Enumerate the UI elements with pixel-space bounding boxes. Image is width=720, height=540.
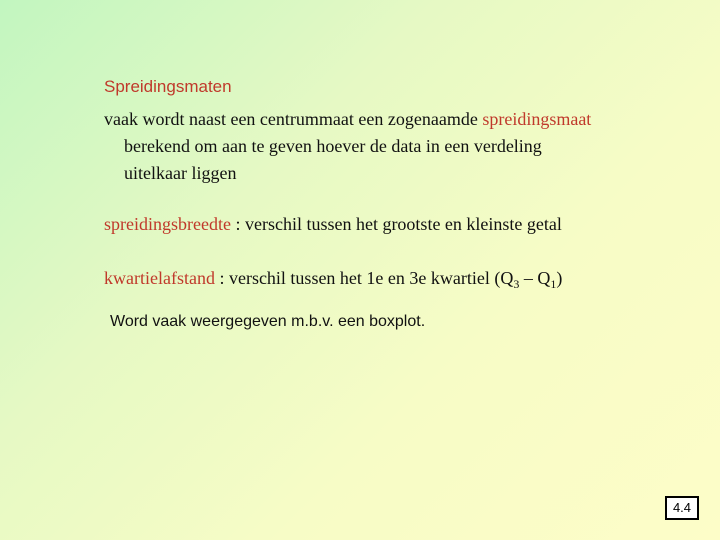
para1-line3-text: uitelkaar liggen: [124, 163, 237, 183]
para3-definition: : verschil tussen het 1e en 3e kwartiel (Q: [214, 268, 514, 288]
para2-definition: : verschil tussen het grootste en kleinste getal: [230, 214, 562, 234]
para3-minus: – Q: [519, 268, 551, 288]
slide-number-badge: 4.4: [665, 496, 699, 520]
subscript-3: 3: [513, 277, 520, 291]
term-spreidingsbreedte: spreidingsbreedte: [104, 214, 231, 234]
para3-close: ): [556, 268, 563, 288]
slide-title: Spreidingsmaten: [104, 77, 232, 96]
para1-line1-text: vaak wordt naast een centrummaat een zogenaamde: [104, 109, 483, 129]
term-spreidingsmaat: spreidingsmaat: [482, 109, 592, 129]
paragraph-spreidingsmaat: [104, 106, 684, 187]
subscript-1: 1: [550, 277, 557, 291]
term-kwartielafstand: kwartielafstand: [104, 268, 215, 288]
paragraph-spreidingsbreedte: [104, 211, 562, 238]
boxplot-note: Word vaak weergegeven m.b.v. een boxplot.: [110, 313, 426, 330]
para1-line2-text: berekend om aan te geven hoever de data in een verdeling: [124, 136, 542, 156]
paragraph-kwartielafstand: [104, 265, 562, 292]
